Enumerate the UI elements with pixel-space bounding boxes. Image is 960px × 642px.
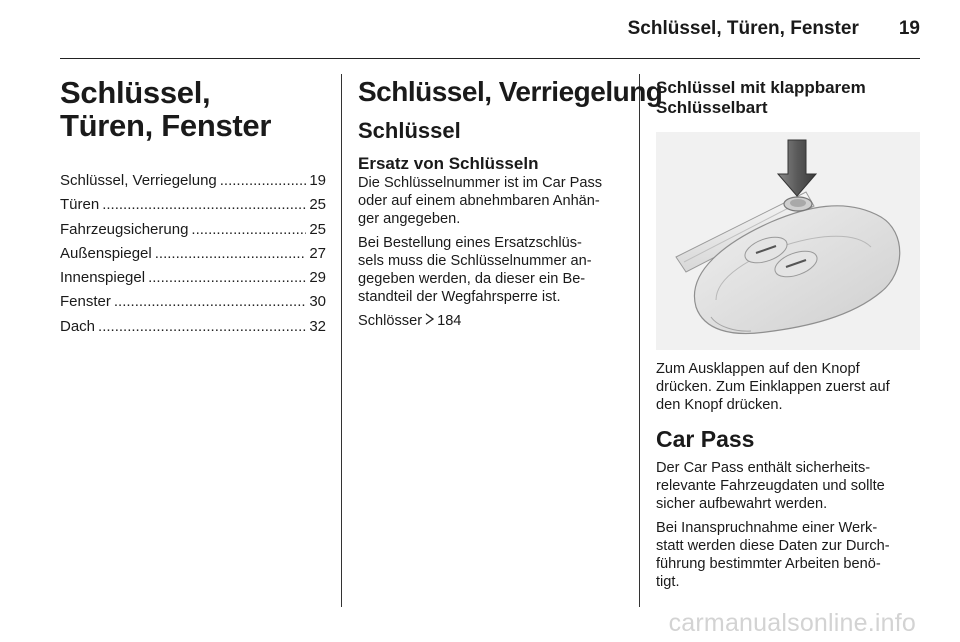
toc-page: 27 [309, 244, 326, 262]
toc-leader [102, 196, 306, 213]
toc-label: Dach [60, 317, 96, 335]
column-divider-2 [639, 74, 640, 607]
table-of-contents [60, 172, 326, 342]
toc-entry[interactable] [60, 221, 326, 245]
subsection-title: Schlüssel [358, 118, 461, 143]
toc-entry[interactable] [60, 172, 326, 196]
text-line: Der Car Pass enthält sicherheits- [656, 460, 871, 476]
text-line: relevante Fahrzeugdaten und sollte [656, 478, 885, 494]
toc-leader [148, 269, 306, 286]
toc-label: Fahrzeugsicherung [60, 220, 189, 238]
chapter-title [60, 76, 326, 142]
topic-title: Ersatz von Schlüsseln [358, 154, 539, 173]
paragraph-key-number [358, 174, 624, 228]
paragraph-replacement-key [358, 234, 624, 306]
car-pass-title: Car Pass [656, 426, 755, 452]
toc-page: 19 [309, 172, 326, 189]
toc-leader [98, 318, 306, 335]
column-folding-key [656, 70, 922, 597]
toc-leader [220, 172, 307, 189]
toc-page: 30 [309, 293, 326, 311]
toc-entry[interactable] [60, 318, 326, 342]
text-line: führung bestimmter Arbeiten benö- [656, 556, 881, 572]
column-keys [358, 70, 663, 336]
chapter-title-text: Schlüssel, Türen, Fenster [60, 75, 272, 143]
toc-entry[interactable] [60, 245, 326, 269]
text-line: sicher aufbewahrt werden. [656, 496, 828, 512]
section-title: Schlüssel, Verriegelung [358, 76, 663, 107]
text-line: tigt. [656, 574, 680, 590]
watermark: carmanualsonline.info [668, 609, 916, 637]
running-title: Schlüssel, Türen, Fenster [627, 18, 859, 39]
text-line: Zum Ausklappen auf den Knopf [656, 361, 860, 377]
toc-label: Außenspiegel [60, 244, 152, 262]
xref-arrow-icon [425, 312, 434, 330]
text-line: gegeben werden, da dieser ein Be- [358, 271, 586, 287]
toc-leader [155, 245, 307, 262]
text-line: Bei Inanspruchnahme einer Werk- [656, 520, 878, 536]
text-line: Bei Bestellung eines Ersatzschlüs- [358, 235, 582, 251]
column-divider-1 [341, 74, 342, 607]
toc-label: Fenster [60, 293, 111, 311]
text-line: sels muss die Schlüsselnummer an- [358, 253, 592, 269]
paragraph-workshop [656, 519, 922, 591]
toc-entry[interactable] [60, 293, 326, 317]
toc-label: Schlüssel, Verriegelung [60, 172, 217, 189]
text-line: oder auf einem abnehmbaren Anhän- [358, 193, 600, 209]
page-number: 19 [898, 18, 920, 39]
toc-page: 29 [309, 269, 326, 287]
toc-page: 25 [309, 220, 326, 238]
toc-label: Türen [60, 196, 100, 214]
text-line: Die Schlüsselnummer ist im Car Pass [358, 175, 603, 191]
xref-page: 184 [437, 313, 462, 329]
folding-key-illustration [656, 132, 920, 350]
column-toc [60, 70, 326, 342]
text-line: den Knopf drücken. [656, 397, 783, 413]
cross-reference[interactable] [358, 312, 624, 330]
toc-page: 32 [309, 317, 326, 335]
running-header [628, 18, 920, 40]
text-line: ger angegeben. [358, 211, 461, 227]
heading-line: Schlüsselbart [656, 98, 768, 117]
folding-key-heading [656, 78, 922, 118]
toc-entry[interactable] [60, 196, 326, 220]
toc-label: Innenspiegel [60, 269, 146, 287]
folding-key-icon [656, 132, 920, 350]
text-line: drücken. Zum Einklappen zuerst auf [656, 379, 890, 395]
text-line: statt werden diese Daten zur Durch- [656, 538, 890, 554]
text-line: standteil der Wegfahrsperre ist. [358, 289, 561, 305]
toc-leader [114, 293, 306, 310]
header-rule [60, 58, 920, 59]
toc-page: 25 [309, 196, 326, 214]
paragraph-car-pass [656, 459, 922, 513]
toc-entry[interactable] [60, 269, 326, 293]
xref-label: Schlösser [358, 313, 423, 329]
figure-caption [656, 360, 922, 414]
heading-line: Schlüssel mit klappbarem [656, 78, 866, 97]
toc-leader [191, 221, 306, 238]
